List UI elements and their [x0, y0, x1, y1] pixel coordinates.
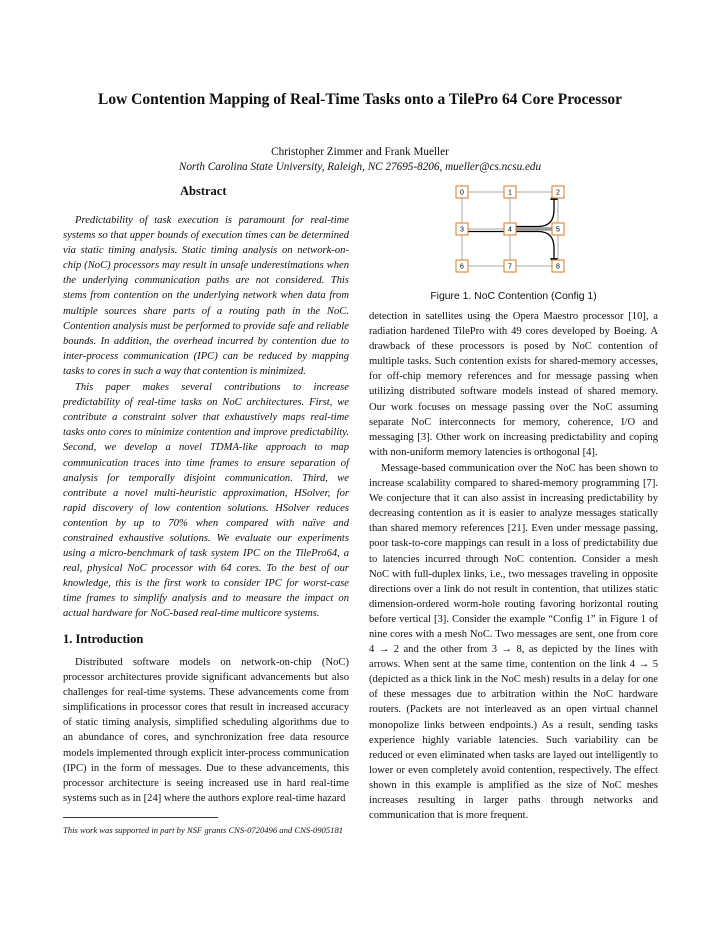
node-label: 1 — [508, 189, 512, 197]
introduction-body — [63, 655, 349, 806]
abstract-heading: Abstract — [180, 184, 227, 198]
node-label: 4 — [508, 226, 512, 234]
right-paragraph-2: Message-based communication over the NoC has been shown to increase scalability compared to shared-memory programming [7]. We conjecture that it can also assist in increasing predictability by decreasing contention as it is easier to analyze messages statically than shared memory references [21]. Even under message passing, poor task-to-core mappings can result in a loss of predictability due to latencies incurred through NoC contention. Consider a mesh NoC with full-duplex links, i.e., two messages traveling in opposite directions over a link do not result in contention, that utilizes static dimension-ordered worm-hole routing favoring horizontal routing before vertical [3]. Consider the example “Config 1” in Figure 1 of nine cores with a mesh NoC. Two messages are sent, one from core 4 → 2 and the other from 3 → 8, as depicted by the lines with arrows. When sent at the same time, contention on the link 4 → 5 (depicted as a thick link in the NoC mesh) results in a delay for one of these messages due to arbitration within the NoC hardware routers. (Packets are not interleaved as an open virtual channel monopolize links between endpoints.) As a result, sending tasks experience highly variable latencies. Such variability can be reduced or even eliminated when tasks are layed out intelligently to lower or even completely avoid contention, respectively. The effect shown in this example is amplified as the size of NoC meshes increases resulting in larger paths through networks and communication that is more frequent. — [369, 462, 658, 822]
section-heading-introduction: 1. Introduction — [63, 632, 144, 646]
message-path-4-to-2 — [512, 196, 554, 227]
node-label: 8 — [556, 263, 560, 271]
node-label: 2 — [556, 189, 560, 197]
authors: Christopher Zimmer and Frank Mueller — [271, 146, 449, 158]
node-label: 0 — [460, 189, 464, 197]
intro-paragraph-1: Distributed software models on network-on-chip (NoC) processor architectures provide significant advancements but also challenges for real-time systems. These advancements come from simplifications in processor cores that result in increased accuracy of static timing analysis, simplified scheduling algorithms due to an abundance of cores, and synchronization free data resource models implemented through explicit inter-process communication (IPC) in the form of messages. Due to these advancements, this processor architecture is seeing increased use in hard real-time systems such as in [24] where the authors explore real-time hazard — [63, 657, 349, 804]
affiliation: North Carolina State University, Raleigh, NC 27695-8206, mueller@cs.ncsu.edu — [178, 161, 542, 173]
footnote-rule — [63, 817, 218, 818]
figure-caption: Figure 1. NoC Contention (Config 1) — [430, 291, 597, 302]
node-label: 7 — [508, 263, 512, 271]
abstract-body — [63, 213, 349, 622]
node-label: 3 — [460, 226, 464, 234]
abstract-paragraph-1: Predictability of task execution is paramount for real-time systems so that upper bounds of execution times can be determined via static timing analysis. Static timing analysis on network-on-chip (NoC) processors may result in unsafe underestimations when the underlying communication paths are not considered. This stems from contention on the underlying network when data from multiple sources share parts of a routing path in the NoC. Contention analysis must be performed to provide safe and reliable bounds. In addition, the overhead incurred by contention due to inter-process communication (IPC) can be reduced by mapping tasks to cores in such a way that contention is minimized. — [63, 215, 349, 377]
paper-title: Low Contention Mapping of Real-Time Tasks onto a TilePro 64 Core Processor — [97, 91, 622, 108]
footnote: This work was supported in part by NSF grants CNS-0720496 and CNS-0905181 — [63, 825, 344, 835]
node-label: 5 — [556, 226, 560, 234]
noc-mesh-figure — [446, 176, 576, 280]
right-paragraph-1: detection in satellites using the Opera Maestro processor [10], a radiation hardened TilePro with 49 cores developed by Boeing. A drawback of these processors is posed by NoC contention of multiple tasks. Such contention exists for shared-memory accesses, for off-chip memory references and for message passing when utilizing distributed software models instead of shared memory. Our work focuses on message passing over the NoC assuming separate NoC interconnects for memory, coherence, I/O and messaging [3]. Other work on increasing predictability and coping with non-uniform memory latencies is orthogonal [4]. — [369, 311, 658, 458]
node-label: 6 — [460, 263, 464, 271]
abstract-paragraph-2: This paper makes several contributions to increase predictability of real-time tasks on NoC architectures. First, we contribute a constraint solver that exhaustively maps real-time tasks onto cores to minimize contention and improve predictability. Second, we develop a novel TDMA-like approach to map communication traces into time frames to ensure separation of analysis for temporally disjoint communication. Third, we contribute a novel multi-heuristic approximation, HSolver, for rapid discovery of low contention solutions. HSolver reduces contention by up to 70% when compared with naïve and constrained exhaustive solutions. We evaluate our experiments using a micro-benchmark of task system IPC on the TilePro64, a real, physical NoC processor with 64 cores. To the best of our knowledge, this is the first work to consider IPC for worst-case time frames to simplify analysis and to measure the impact on actual hardware for NoC-based real-time multicore systems. — [63, 382, 349, 620]
right-column-body — [369, 309, 658, 823]
